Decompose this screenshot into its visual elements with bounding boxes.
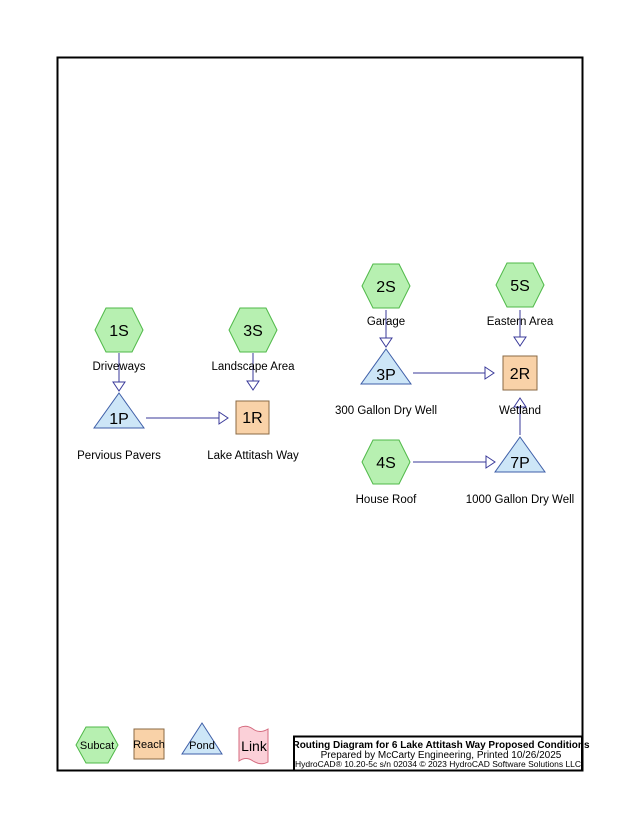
node-id: 7P xyxy=(510,455,530,472)
legend-reach-label: Reach xyxy=(133,739,165,751)
node-label: Garage xyxy=(366,316,406,328)
node-label: Driveways xyxy=(92,361,146,373)
title-block-software: HydroCAD® 10.20-5c s/n 02034 © 2023 HydroCAD Software Solutions LLC xyxy=(294,759,582,769)
node-label: House Roof xyxy=(355,494,417,506)
node-label: Landscape Area xyxy=(211,361,295,373)
node-id: 2S xyxy=(376,279,396,296)
node-id: 3P xyxy=(376,367,396,384)
node-label: Pervious Pavers xyxy=(77,450,161,462)
legend-link-label: Link xyxy=(241,738,267,754)
node-2s[interactable] xyxy=(362,264,410,328)
node-id: 1S xyxy=(109,323,129,340)
node-id: 3S xyxy=(243,323,263,340)
legend-subcat-label: Subcat xyxy=(79,740,115,752)
node-label: Eastern Area xyxy=(486,316,554,328)
node-id: 1R xyxy=(242,410,263,427)
node-2r[interactable] xyxy=(499,356,541,417)
legend-reach xyxy=(133,729,165,759)
node-id: 1P xyxy=(109,411,129,428)
title-block-prepared: Prepared by McCarty Engineering, Printed 10/26/2025 xyxy=(320,750,562,761)
node-label: 1000 Gallon Dry Well xyxy=(465,494,575,506)
node-id: 5S xyxy=(510,278,530,295)
node-id: 4S xyxy=(376,455,396,472)
legend-pond-label: Pond xyxy=(189,740,215,752)
node-id: 2R xyxy=(509,366,531,383)
title-block xyxy=(292,737,589,771)
title-block-title: Routing Diagram for 6 Lake Attitash Way Proposed Conditions xyxy=(292,740,590,751)
legend-link xyxy=(239,726,268,764)
node-label: 300 Gallon Dry Well xyxy=(334,405,438,417)
node-label: Wetland xyxy=(499,405,541,417)
node-label: Lake Attitash Way xyxy=(207,450,299,462)
